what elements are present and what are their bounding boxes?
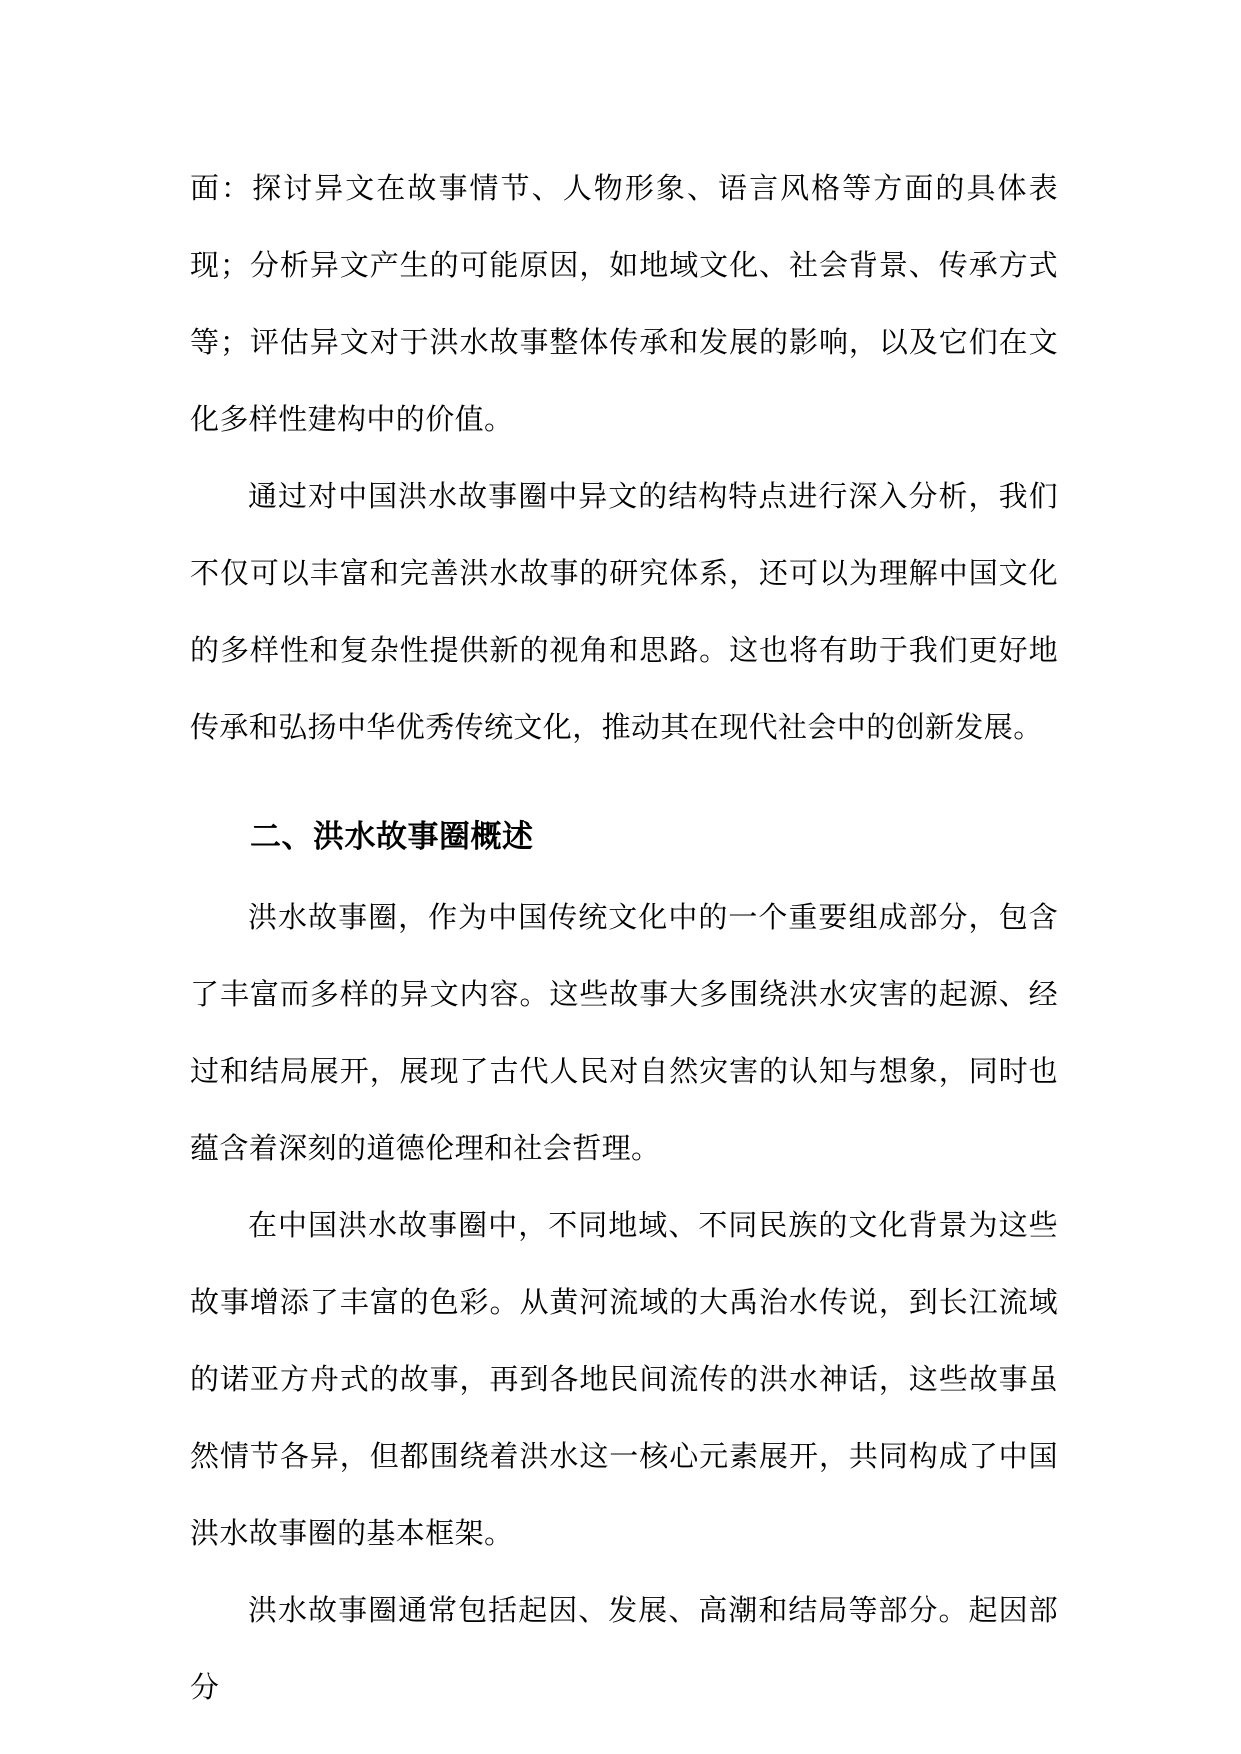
paragraph-regional-variants: 在中国洪水故事圈中，不同地域、不同民族的文化背景为这些故事增添了丰富的色彩。从黄河流域的大禹治水传说，到长江流域的诺亚方舟式的故事，再到各地民间流传的洪水神话，这些故事虽然情节各异，但都围绕着洪水这一核心元素展开，共同构成了中国洪水故事圈的基本框架。 xyxy=(190,1208,1058,1550)
paragraph-significance: 通过对中国洪水故事圈中异文的结构特点进行深入分析，我们不仅可以丰富和完善洪水故事的研究体系，还可以为理解中国文化的多样性和复杂性提供新的视角和思路。这也将有助于我们更好地传承和弘扬中华优秀传统文化，推动其在现代社会中的创新发展。 xyxy=(190,479,1058,744)
paragraph-structure: 洪水故事圈通常包括起因、发展、高潮和结局等部分。起因部分 xyxy=(190,1593,1058,1704)
paragraph-overview: 洪水故事圈，作为中国传统文化中的一个重要组成部分，包含了丰富而多样的异文内容。这些故事大多围绕洪水灾害的起源、经过和结局展开，展现了古代人民对自然灾害的认知与想象，同时也蕴含着深刻的道德伦理和社会哲理。 xyxy=(190,900,1058,1165)
document-body xyxy=(190,150,1058,1726)
paragraph-continued: 面：探讨异文在故事情节、人物形象、语言风格等方面的具体表现；分析异文产生的可能原因，如地域文化、社会背景、传承方式等；评估异文对于洪水故事整体传承和发展的影响，以及它们在文化多样性建构中的价值。 xyxy=(190,171,1058,436)
section-heading: 二、洪水故事圈概述 xyxy=(250,819,534,855)
